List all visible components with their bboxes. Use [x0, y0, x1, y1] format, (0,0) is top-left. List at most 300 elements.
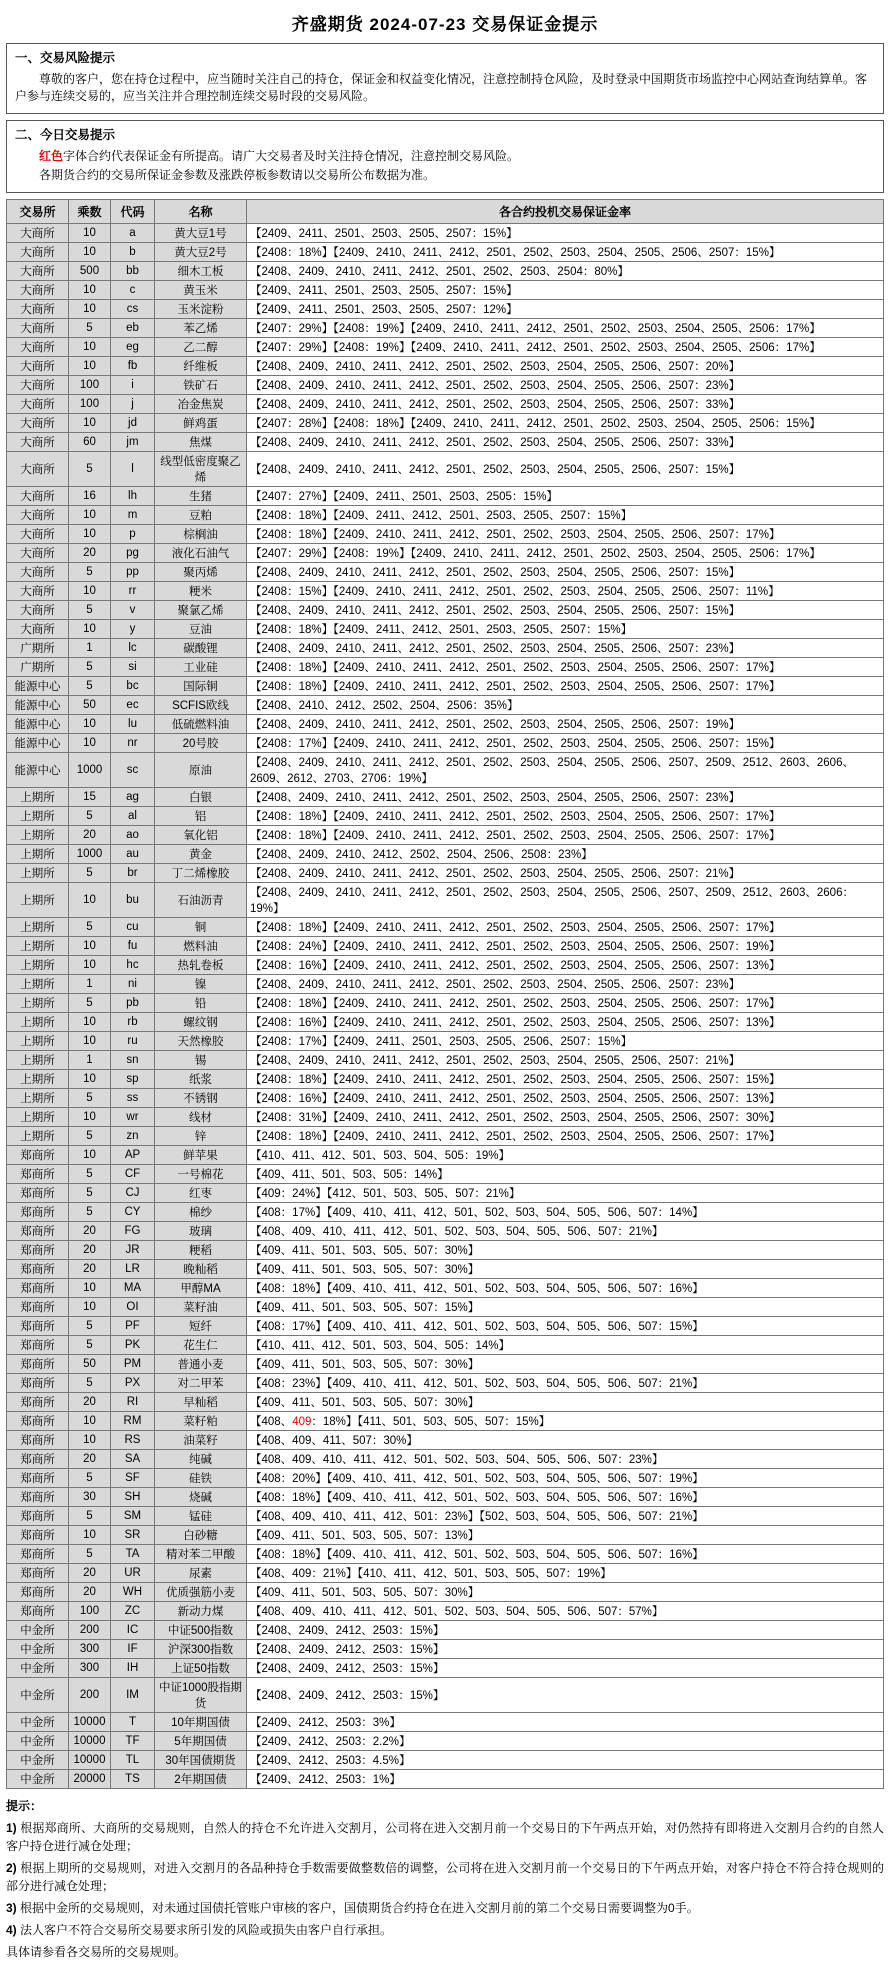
cell-code: bb	[111, 262, 155, 281]
cell-exchange: 大商所	[7, 243, 69, 262]
cell-product-name: 5年期国债	[155, 1732, 247, 1751]
cell-code: TL	[111, 1751, 155, 1770]
table-row	[7, 1412, 884, 1431]
cell-exchange: 郑商所	[7, 1203, 69, 1222]
cell-product-name: 菜籽粕	[155, 1412, 247, 1431]
cell-multiplier: 20	[69, 1583, 111, 1602]
table-row	[7, 1203, 884, 1222]
cell-code: SR	[111, 1526, 155, 1545]
cell-exchange: 大商所	[7, 338, 69, 357]
cell-multiplier: 10	[69, 1108, 111, 1127]
cell-multiplier: 5	[69, 1336, 111, 1355]
table-row	[7, 1659, 884, 1678]
cell-multiplier: 1	[69, 975, 111, 994]
cell-exchange: 大商所	[7, 563, 69, 582]
cell-code: rr	[111, 582, 155, 601]
cell-product-name: 不锈钢	[155, 1089, 247, 1108]
table-row	[7, 807, 884, 826]
cell-margin-rate: 【2408、2409、2412、2503：15%】	[247, 1659, 884, 1678]
table-row	[7, 1108, 884, 1127]
cell-exchange: 郑商所	[7, 1583, 69, 1602]
cell-product-name: 生猪	[155, 487, 247, 506]
cell-multiplier: 5	[69, 1203, 111, 1222]
cell-product-name: 豆油	[155, 620, 247, 639]
table-row	[7, 677, 884, 696]
cell-code: m	[111, 506, 155, 525]
table-row	[7, 376, 884, 395]
table-row	[7, 506, 884, 525]
cell-code: IC	[111, 1621, 155, 1640]
table-row	[7, 1222, 884, 1241]
cell-exchange: 郑商所	[7, 1146, 69, 1165]
cell-product-name: 对二甲苯	[155, 1374, 247, 1393]
cell-product-name: 豆粕	[155, 506, 247, 525]
cell-margin-rate: 【408：17%】【409、410、411、412、501、502、503、504、505、506、507：15%】	[247, 1317, 884, 1336]
cell-multiplier: 10	[69, 734, 111, 753]
cell-multiplier: 5	[69, 563, 111, 582]
table-row	[7, 1013, 884, 1032]
cell-multiplier: 5	[69, 1507, 111, 1526]
cell-code: eb	[111, 319, 155, 338]
cell-margin-rate: 【2408、2409、2410、2412、2502、2504、2506、2508：23%】	[247, 845, 884, 864]
cell-exchange: 郑商所	[7, 1184, 69, 1203]
cell-multiplier: 10	[69, 414, 111, 433]
cell-exchange: 大商所	[7, 262, 69, 281]
table-row	[7, 433, 884, 452]
cell-margin-rate: 【2408、2409、2410、2411、2412、2501、2502、2503、2504：80%】	[247, 262, 884, 281]
cell-multiplier: 5	[69, 319, 111, 338]
cell-product-name: 碳酸锂	[155, 639, 247, 658]
cell-product-name: 鲜鸡蛋	[155, 414, 247, 433]
table-row	[7, 1241, 884, 1260]
cell-product-name: 细木工板	[155, 262, 247, 281]
cell-code: fb	[111, 357, 155, 376]
cell-code: UR	[111, 1564, 155, 1583]
cell-product-name: 铅	[155, 994, 247, 1013]
cell-margin-rate: 【408：17%】【409、410、411、412、501、502、503、504、505、506、507：14%】	[247, 1203, 884, 1222]
cell-multiplier: 10	[69, 1279, 111, 1298]
cell-margin-rate: 【2408：31%】【2409、2410、2411、2412、2501、2502、2503、2504、2505、2506、2507：30%】	[247, 1108, 884, 1127]
cell-exchange: 郑商所	[7, 1393, 69, 1412]
risk-warning-section	[6, 43, 884, 114]
cell-exchange: 上期所	[7, 1070, 69, 1089]
cell-margin-rate: 【2409、2412、2503：4.5%】	[247, 1751, 884, 1770]
cell-margin-rate: 【2408、2409、2410、2411、2412、2501、2502、2503、2504、2505、2506、2507：23%】	[247, 639, 884, 658]
cell-margin-rate: 【408：18%】【409、410、411、412、501、502、503、504、505、506、507：16%】	[247, 1279, 884, 1298]
note-text: 法人客户不符合交易所交易要求所引发的风险或损失由客户自行承担。	[20, 1923, 393, 1937]
cell-exchange: 中金所	[7, 1713, 69, 1732]
cell-exchange: 郑商所	[7, 1545, 69, 1564]
cell-exchange: 郑商所	[7, 1507, 69, 1526]
cell-multiplier: 100	[69, 395, 111, 414]
cell-product-name: 黄大豆2号	[155, 243, 247, 262]
cell-margin-rate: 【409、411、501、503、505、507：30%】	[247, 1393, 884, 1412]
cell-multiplier: 10	[69, 937, 111, 956]
header-margin-rate: 各合约投机交易保证金率	[247, 200, 884, 224]
cell-multiplier: 5	[69, 1545, 111, 1564]
cell-product-name: 锡	[155, 1051, 247, 1070]
cell-multiplier: 100	[69, 1602, 111, 1621]
cell-code: v	[111, 601, 155, 620]
cell-exchange: 上期所	[7, 1127, 69, 1146]
cell-exchange: 上期所	[7, 883, 69, 918]
cell-exchange: 大商所	[7, 452, 69, 487]
cell-product-name: 精对苯二甲酸	[155, 1545, 247, 1564]
cell-margin-rate: 【2407：28%】【2408：18%】【2409、2410、2411、2412、2501、2502、2503、2504、2505、2506：15%】	[247, 414, 884, 433]
table-row	[7, 1678, 884, 1713]
cell-product-name: 尿素	[155, 1564, 247, 1583]
cell-exchange: 能源中心	[7, 677, 69, 696]
cell-exchange: 大商所	[7, 506, 69, 525]
cell-multiplier: 300	[69, 1640, 111, 1659]
table-row	[7, 1184, 884, 1203]
cell-multiplier: 5	[69, 1089, 111, 1108]
cell-product-name: 铝	[155, 807, 247, 826]
cell-margin-rate: 【2409、2411、2501、2503、2505、2507：12%】	[247, 300, 884, 319]
table-row	[7, 582, 884, 601]
cell-code: OI	[111, 1298, 155, 1317]
cell-exchange: 大商所	[7, 620, 69, 639]
cell-product-name: 石油沥青	[155, 883, 247, 918]
cell-margin-rate: 【2408：18%】【2409、2411、2412、2501、2503、2505、2507：15%】	[247, 506, 884, 525]
cell-multiplier: 15	[69, 788, 111, 807]
table-row	[7, 1583, 884, 1602]
cell-multiplier: 10	[69, 1032, 111, 1051]
cell-product-name: 白银	[155, 788, 247, 807]
cell-margin-rate: 【2408、2410、2412、2502、2504、2506：35%】	[247, 696, 884, 715]
cell-code: TS	[111, 1770, 155, 1789]
table-row	[7, 883, 884, 918]
cell-margin-rate: 【2408、2409、2412、2503：15%】	[247, 1640, 884, 1659]
cell-code: TF	[111, 1732, 155, 1751]
cell-code: AP	[111, 1146, 155, 1165]
cell-multiplier: 10	[69, 956, 111, 975]
cell-multiplier: 300	[69, 1659, 111, 1678]
cell-exchange: 大商所	[7, 300, 69, 319]
cell-multiplier: 1	[69, 639, 111, 658]
cell-margin-rate: 【2408、2409、2410、2411、2412、2501、2502、2503、2504、2505、2506、2507：23%】	[247, 788, 884, 807]
cell-code: sn	[111, 1051, 155, 1070]
cell-code: ss	[111, 1089, 155, 1108]
cell-product-name: 黄金	[155, 845, 247, 864]
cell-code: RS	[111, 1431, 155, 1450]
cell-margin-rate: 【2408、2409、2412、2503：15%】	[247, 1621, 884, 1640]
cell-margin-rate: 【2409、2412、2503：1%】	[247, 1770, 884, 1789]
cell-exchange: 上期所	[7, 994, 69, 1013]
cell-exchange: 上期所	[7, 975, 69, 994]
cell-exchange: 大商所	[7, 601, 69, 620]
cell-code: jd	[111, 414, 155, 433]
cell-multiplier: 5	[69, 918, 111, 937]
cell-product-name: 锌	[155, 1127, 247, 1146]
table-row	[7, 300, 884, 319]
cell-multiplier: 10	[69, 224, 111, 243]
cell-margin-rate: 【2408、2409、2410、2411、2412、2501、2502、2503、2504、2505、2506、2507：21%】	[247, 864, 884, 883]
table-row	[7, 1374, 884, 1393]
cell-margin-rate: 【2408、2409、2412、2503：15%】	[247, 1678, 884, 1713]
table-row	[7, 1431, 884, 1450]
cell-exchange: 中金所	[7, 1678, 69, 1713]
cell-margin-rate: 【2408：24%】【2409、2410、2411、2412、2501、2502、2503、2504、2505、2506、2507：19%】	[247, 937, 884, 956]
cell-product-name: 纯碱	[155, 1450, 247, 1469]
cell-margin-rate: 【2408、2409、2410、2411、2412、2501、2502、2503、2504、2505、2506、2507：33%】	[247, 395, 884, 414]
table-row	[7, 281, 884, 300]
cell-multiplier: 5	[69, 658, 111, 677]
cell-code: ni	[111, 975, 155, 994]
cell-margin-rate: 【409、411、501、503、505、507：15%】	[247, 1298, 884, 1317]
cell-product-name: 铜	[155, 918, 247, 937]
table-body	[7, 224, 884, 1789]
cell-margin-rate: 【408：18%】【409、410、411、412、501、502、503、504、505、506、507：16%】	[247, 1488, 884, 1507]
cell-code: RM	[111, 1412, 155, 1431]
table-row	[7, 1602, 884, 1621]
cell-multiplier: 16	[69, 487, 111, 506]
table-row	[7, 1713, 884, 1732]
cell-exchange: 郑商所	[7, 1374, 69, 1393]
header-exchange: 交易所	[7, 200, 69, 224]
notes-section	[6, 1797, 884, 1961]
cell-multiplier: 10	[69, 525, 111, 544]
cell-exchange: 能源中心	[7, 753, 69, 788]
cell-margin-rate: 【409、411、501、503、505、507：30%】	[247, 1241, 884, 1260]
table-row	[7, 826, 884, 845]
cell-exchange: 大商所	[7, 357, 69, 376]
table-row	[7, 357, 884, 376]
cell-multiplier: 50	[69, 1355, 111, 1374]
cell-product-name: 焦煤	[155, 433, 247, 452]
table-row	[7, 620, 884, 639]
cell-product-name: 低硫燃料油	[155, 715, 247, 734]
cell-code: IH	[111, 1659, 155, 1678]
cell-multiplier: 10	[69, 1526, 111, 1545]
cell-code: fu	[111, 937, 155, 956]
cell-product-name: 新动力煤	[155, 1602, 247, 1621]
cell-multiplier: 10	[69, 1013, 111, 1032]
cell-code: pg	[111, 544, 155, 563]
today-tip-line-1	[15, 148, 875, 165]
cell-code: a	[111, 224, 155, 243]
cell-code: pp	[111, 563, 155, 582]
cell-code: zn	[111, 1127, 155, 1146]
cell-margin-rate: 【409、411、501、503、505：14%】	[247, 1165, 884, 1184]
cell-exchange: 大商所	[7, 395, 69, 414]
cell-product-name: 硅铁	[155, 1469, 247, 1488]
cell-code: jm	[111, 433, 155, 452]
cell-multiplier: 20	[69, 1222, 111, 1241]
cell-code: j	[111, 395, 155, 414]
cell-product-name: 螺纹钢	[155, 1013, 247, 1032]
table-row	[7, 1355, 884, 1374]
cell-multiplier: 10	[69, 243, 111, 262]
cell-margin-rate: 【2408：18%】【2409、2410、2411、2412、2501、2502、2503、2504、2505、2506、2507：17%】	[247, 807, 884, 826]
cell-multiplier: 200	[69, 1678, 111, 1713]
table-row	[7, 1751, 884, 1770]
cell-margin-rate: 【409：24%】【412、501、503、505、507：21%】	[247, 1184, 884, 1203]
cell-product-name: 热轧卷板	[155, 956, 247, 975]
cell-code: SA	[111, 1450, 155, 1469]
table-row	[7, 658, 884, 677]
cell-code: eg	[111, 338, 155, 357]
cell-product-name: 中证500指数	[155, 1621, 247, 1640]
cell-code: sp	[111, 1070, 155, 1089]
table-row	[7, 1507, 884, 1526]
cell-code: cs	[111, 300, 155, 319]
cell-multiplier: 5	[69, 677, 111, 696]
table-row	[7, 1127, 884, 1146]
table-row	[7, 1070, 884, 1089]
table-row	[7, 452, 884, 487]
cell-exchange: 上期所	[7, 845, 69, 864]
note-number: 4)	[6, 1923, 17, 1937]
table-row	[7, 1298, 884, 1317]
cell-margin-rate: 【2407：29%】【2408：19%】【2409、2410、2411、2412、2501、2502、2503、2504、2505、2506：17%】	[247, 319, 884, 338]
cell-multiplier: 10	[69, 1431, 111, 1450]
cell-margin-rate: 【2408：18%】【2409、2410、2411、2412、2501、2502、2503、2504、2505、2506、2507：17%】	[247, 525, 884, 544]
cell-multiplier: 100	[69, 376, 111, 395]
cell-multiplier: 5	[69, 1374, 111, 1393]
table-row	[7, 525, 884, 544]
cell-exchange: 能源中心	[7, 734, 69, 753]
cell-code: si	[111, 658, 155, 677]
table-row	[7, 243, 884, 262]
cell-product-name: 花生仁	[155, 1336, 247, 1355]
cell-exchange: 郑商所	[7, 1260, 69, 1279]
cell-multiplier: 20	[69, 1260, 111, 1279]
cell-exchange: 上期所	[7, 864, 69, 883]
notes-footer: 具体请参看各交易所的交易规则。	[6, 1945, 187, 1959]
table-row	[7, 601, 884, 620]
cell-product-name: 优质强筋小麦	[155, 1583, 247, 1602]
cell-product-name: 燃料油	[155, 937, 247, 956]
cell-margin-rate: 【2408、2409、2410、2411、2412、2501、2502、2503、2504、2505、2506、2507：23%】	[247, 376, 884, 395]
cell-margin-rate: 【2408：18%】【2409、2410、2411、2412、2501、2502、2503、2504、2505、2506、2507：15%】	[247, 1070, 884, 1089]
cell-margin-rate: 【2408：18%】【2409、2410、2411、2412、2501、2502、2503、2504、2505、2506、2507：17%】	[247, 994, 884, 1013]
cell-multiplier: 10	[69, 883, 111, 918]
cell-exchange: 上期所	[7, 1013, 69, 1032]
cell-exchange: 上期所	[7, 1032, 69, 1051]
cell-product-name: 原油	[155, 753, 247, 788]
table-row	[7, 1770, 884, 1789]
cell-margin-rate: 【2408、2409、2410、2411、2412、2501、2502、2503、2504、2505、2506、2507：15%】	[247, 563, 884, 582]
cell-exchange: 广期所	[7, 639, 69, 658]
table-row	[7, 487, 884, 506]
note-text: 根据郑商所、大商所的交易规则，自然人的持仓不允许进入交割月，公司将在进入交割月前一个交易日的下午两点开始，对仍然持有即将进入交割月合约的自然人客户持仓进行减仓处理；	[6, 1821, 884, 1853]
cell-exchange: 郑商所	[7, 1222, 69, 1241]
cell-margin-rate: 【2408：16%】【2409、2410、2411、2412、2501、2502、2503、2504、2505、2506、2507：13%】	[247, 1089, 884, 1108]
table-row	[7, 1545, 884, 1564]
cell-product-name: 锰硅	[155, 1507, 247, 1526]
cell-multiplier: 10	[69, 715, 111, 734]
cell-margin-rate: 【2408：18%】【2409、2410、2411、2412、2501、2502、2503、2504、2505、2506、2507：15%】	[247, 243, 884, 262]
cell-margin-rate: 【409、411、501、503、505、507：30%】	[247, 1583, 884, 1602]
table-row	[7, 918, 884, 937]
cell-exchange: 大商所	[7, 525, 69, 544]
cell-exchange: 郑商所	[7, 1488, 69, 1507]
header-code: 代码	[111, 200, 155, 224]
cell-margin-rate: 【2408、2409、2410、2411、2412、2501、2502、2503、2504、2505、2506、2507：33%】	[247, 433, 884, 452]
cell-exchange: 大商所	[7, 582, 69, 601]
cell-multiplier: 5	[69, 1469, 111, 1488]
cell-margin-rate: 【2409、2412、2503：2.2%】	[247, 1732, 884, 1751]
cell-product-name: 玉米淀粉	[155, 300, 247, 319]
cell-multiplier: 10	[69, 1298, 111, 1317]
cell-multiplier: 10	[69, 620, 111, 639]
cell-margin-rate: 【2408：18%】【2409、2410、2411、2412、2501、2502、2503、2504、2505、2506、2507：17%】	[247, 677, 884, 696]
cell-exchange: 大商所	[7, 376, 69, 395]
highlighted-contract-month: 409	[292, 1416, 312, 1428]
cell-multiplier: 10	[69, 338, 111, 357]
table-row	[7, 788, 884, 807]
cell-exchange: 中金所	[7, 1751, 69, 1770]
cell-exchange: 大商所	[7, 544, 69, 563]
cell-multiplier: 5	[69, 1317, 111, 1336]
cell-product-name: 氧化铝	[155, 826, 247, 845]
cell-exchange: 大商所	[7, 433, 69, 452]
cell-exchange: 大商所	[7, 281, 69, 300]
table-row	[7, 1393, 884, 1412]
cell-product-name: 国际铜	[155, 677, 247, 696]
cell-code: CJ	[111, 1184, 155, 1203]
table-row	[7, 956, 884, 975]
cell-code: CF	[111, 1165, 155, 1184]
cell-multiplier: 5	[69, 807, 111, 826]
cell-code: cu	[111, 918, 155, 937]
cell-exchange: 上期所	[7, 918, 69, 937]
cell-margin-rate: 【2408：16%】【2409、2410、2411、2412、2501、2502、2503、2504、2505、2506、2507：13%】	[247, 1013, 884, 1032]
cell-margin-rate: 【408、409、411、507：30%】	[247, 1431, 884, 1450]
table-row	[7, 1279, 884, 1298]
cell-multiplier: 1000	[69, 753, 111, 788]
cell-margin-rate: 【2408：16%】【2409、2410、2411、2412、2501、2502、2503、2504、2505、2506、2507：13%】	[247, 956, 884, 975]
cell-multiplier: 5	[69, 864, 111, 883]
cell-exchange: 上期所	[7, 1089, 69, 1108]
cell-exchange: 郑商所	[7, 1450, 69, 1469]
cell-multiplier: 20	[69, 826, 111, 845]
cell-exchange: 能源中心	[7, 715, 69, 734]
cell-margin-rate: 【408：20%】【409、410、411、412、501、502、503、504、505、506、507：19%】	[247, 1469, 884, 1488]
cell-exchange: 郑商所	[7, 1241, 69, 1260]
cell-product-name: 短纤	[155, 1317, 247, 1336]
table-row	[7, 864, 884, 883]
cell-margin-rate: 【409、411、501、503、505、507：30%】	[247, 1260, 884, 1279]
cell-exchange: 郑商所	[7, 1526, 69, 1545]
cell-code: ec	[111, 696, 155, 715]
note-item	[6, 1921, 884, 1939]
cell-product-name: 聚氯乙烯	[155, 601, 247, 620]
cell-exchange: 上期所	[7, 826, 69, 845]
table-row	[7, 1089, 884, 1108]
today-trading-tips-section	[6, 120, 884, 193]
cell-margin-rate: 【2408：18%】【2409、2410、2411、2412、2501、2502、2503、2504、2505、2506、2507：17%】	[247, 826, 884, 845]
cell-code: p	[111, 525, 155, 544]
table-row	[7, 1469, 884, 1488]
table-row	[7, 395, 884, 414]
cell-code: al	[111, 807, 155, 826]
red-highlight-text: 红色	[39, 149, 64, 163]
cell-code: RI	[111, 1393, 155, 1412]
cell-margin-rate: 【410、411、412、501、503、504、505：14%】	[247, 1336, 884, 1355]
cell-product-name: 棕榈油	[155, 525, 247, 544]
cell-code: br	[111, 864, 155, 883]
cell-code: sc	[111, 753, 155, 788]
cell-code: MA	[111, 1279, 155, 1298]
table-row	[7, 715, 884, 734]
cell-multiplier: 10000	[69, 1751, 111, 1770]
cell-multiplier: 10	[69, 1070, 111, 1089]
cell-code: c	[111, 281, 155, 300]
cell-code: SH	[111, 1488, 155, 1507]
cell-margin-rate: 【2409、2411、2501、2503、2505、2507：15%】	[247, 281, 884, 300]
